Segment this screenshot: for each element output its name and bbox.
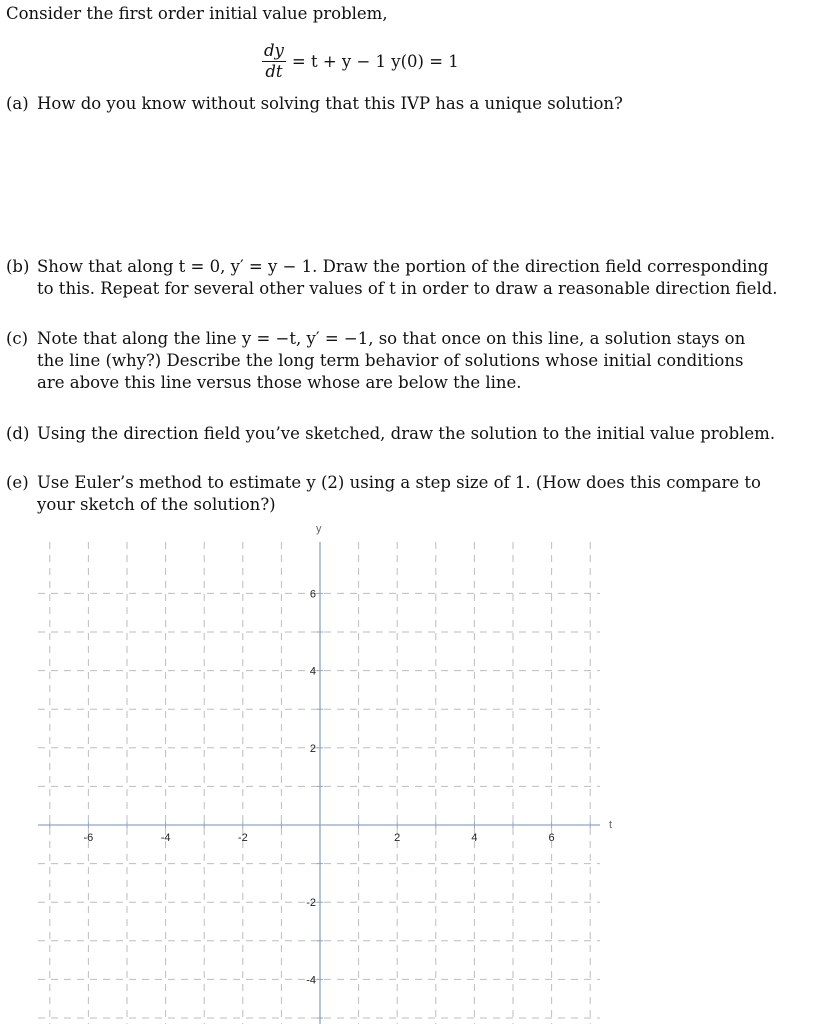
y-tick-label: -2 — [306, 897, 316, 910]
question-a — [6, 93, 751, 115]
fraction-denominator: dt — [265, 61, 283, 81]
derivative-fraction — [262, 42, 286, 81]
x-tick-label: 6 — [548, 832, 555, 844]
x-tick-label: 2 — [394, 832, 401, 844]
y-tick-label: -4 — [306, 974, 316, 987]
question-label: (b) — [6, 257, 30, 276]
question-b — [6, 256, 778, 300]
grid-lines — [38, 542, 600, 1024]
y-tick-label: 2 — [309, 742, 316, 755]
x-tick-label: -6 — [83, 832, 94, 844]
differential-equation — [262, 36, 459, 86]
y-axis-label: y — [316, 523, 322, 535]
axes — [38, 542, 600, 1024]
question-label: (e) — [6, 473, 29, 492]
question-d — [6, 423, 776, 445]
question-label: (c) — [6, 329, 29, 348]
question-line: Show that along t = 0, y′ = y − 1. Draw the portion of the direction field corresponding — [37, 257, 769, 276]
x-tick-label: -4 — [160, 832, 171, 844]
question-label: (d) — [6, 424, 30, 443]
question-line: Use Euler’s method to estimate y (2) using a step size of 1. (How does this compare to — [37, 473, 761, 492]
question-line: Using the direction field you’ve sketched, draw the solution to the initial value problem. — [37, 424, 776, 443]
y-tick-label: 6 — [309, 588, 316, 601]
question-label: (a) — [6, 94, 29, 113]
x-tick-label: -2 — [237, 832, 248, 844]
intro-text: Consider the first order initial value problem, — [6, 4, 388, 23]
question-line: your sketch of the solution?) — [37, 495, 276, 514]
question-c — [6, 328, 751, 394]
t-axis-label: t — [609, 819, 613, 831]
x-tick-label: 4 — [471, 832, 478, 844]
equation-rhs: = t + y − 1 y(0) = 1 — [291, 51, 459, 71]
question-line: to this. Repeat for several other values of t in order to draw a reasonable direction field. — [37, 279, 778, 298]
question-line: are above this line versus those whose are below the line. — [37, 373, 522, 392]
y-tick-label: 4 — [309, 665, 316, 678]
question-line: How do you know without solving that this IVP has a unique solution? — [37, 94, 623, 113]
tick-labels — [84, 588, 555, 986]
question-line: Note that along the line y = −t, y′ = −1, so that once on this line, a solution stays on — [37, 329, 746, 348]
fraction-numerator: dy — [264, 40, 284, 60]
direction-field-grid — [0, 518, 822, 1024]
question-e — [6, 472, 761, 516]
question-line: the line (why?) Describe the long term behavior of solutions whose initial conditions — [37, 351, 744, 370]
